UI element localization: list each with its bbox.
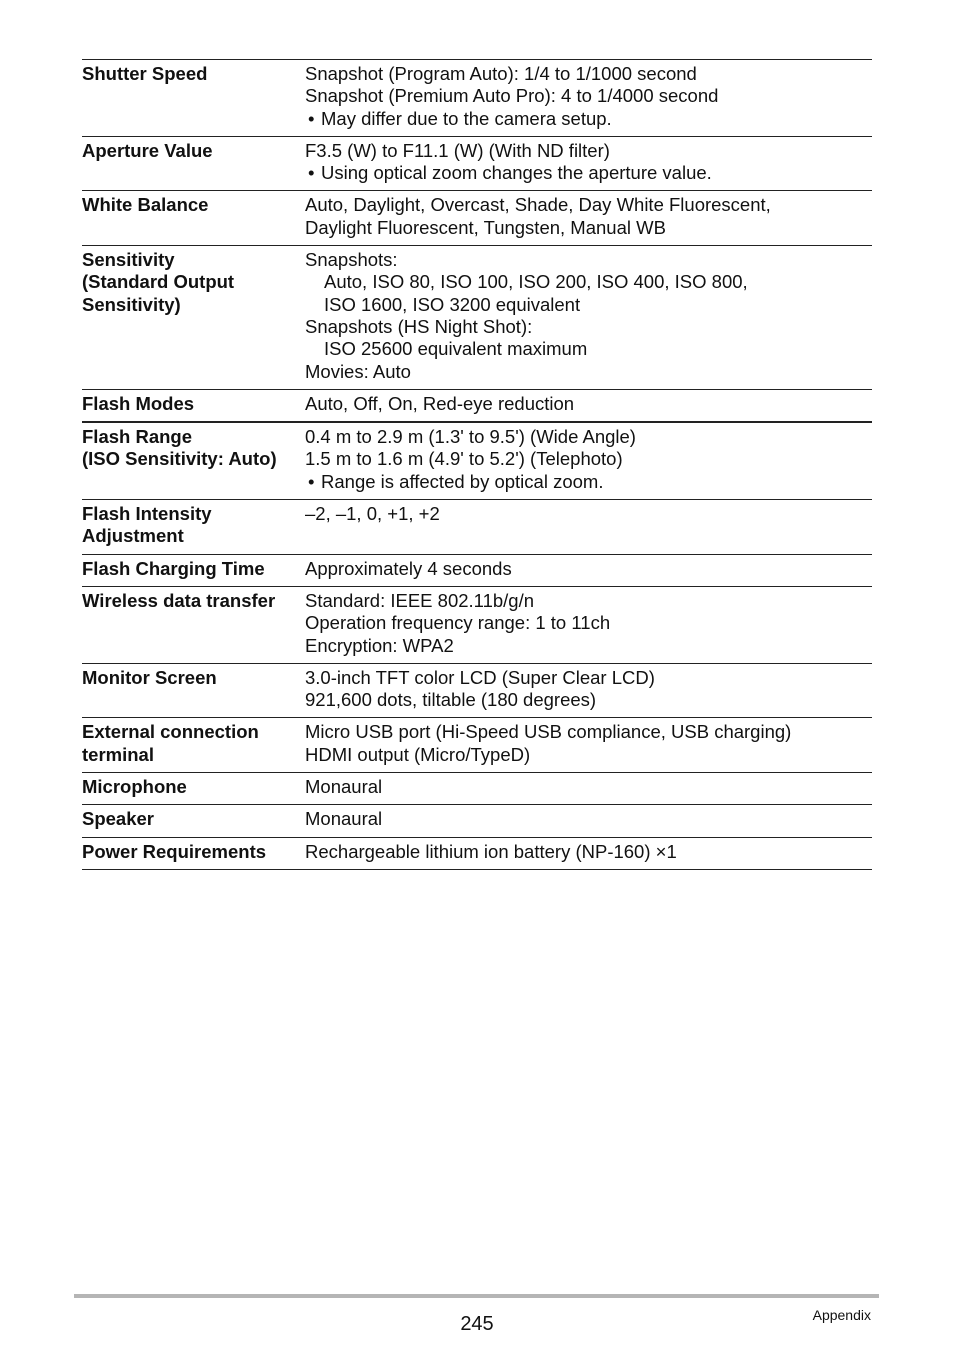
spec-label: Aperture Value [82, 139, 213, 161]
page-number: 245 [460, 1313, 494, 1335]
spec-value-line: 0.4 m to 2.9 m (1.3' to 9.5') (Wide Angle) [305, 426, 636, 448]
spec-label: Power Requirements [82, 840, 267, 862]
spec-value-line: F3.5 (W) to F11.1 (W) (With ND filter) [305, 139, 610, 161]
spec-row [82, 390, 872, 423]
spec-row [82, 137, 872, 192]
spec-value-line: Monaural [305, 776, 383, 798]
spec-values [305, 426, 872, 493]
spec-label: Shutter Speed [82, 63, 208, 84]
spec-values [305, 776, 872, 798]
spec-value-line: 3.0-inch TFT color LCD (Super Clear LCD) [305, 666, 655, 688]
spec-row [82, 246, 872, 390]
spec-values [305, 503, 872, 548]
spec-values [305, 249, 872, 383]
spec-value-line: HDMI output (Micro/TypeD) [305, 743, 531, 765]
spec-value-line: 1.5 m to 1.6 m (4.9' to 5.2') (Telephoto) [305, 448, 623, 470]
spec-value-line: Operation frequency range: 1 to 11ch [305, 612, 611, 634]
spec-row [82, 555, 872, 587]
spec-row [82, 664, 872, 719]
spec-label: Monitor Screen [82, 666, 217, 688]
spec-values [305, 721, 872, 766]
spec-label: Flash Range (ISO Sensitivity: Auto) [82, 426, 277, 470]
spec-value-line: Encryption: WPA2 [305, 634, 454, 656]
spec-label: Flash Intensity Adjustment [82, 503, 212, 547]
spec-values [305, 808, 872, 830]
spec-label: Microphone [82, 776, 187, 798]
spec-value-line: Auto, Off, On, Red-eye reduction [305, 392, 575, 414]
spec-row [82, 805, 872, 837]
spec-row [82, 718, 872, 773]
spec-label: Wireless data transfer [82, 589, 276, 611]
spec-row [82, 423, 872, 500]
spec-row [82, 838, 872, 870]
section-name: Appendix [812, 1307, 871, 1323]
spec-note: • May differ due to the camera setup. [305, 108, 872, 130]
spec-value-line: Monaural [305, 808, 383, 830]
spec-label: Sensitivity (Standard Output Sensitivity) [82, 249, 235, 315]
spec-value-line: ISO 1600, ISO 3200 equivalent [324, 293, 581, 315]
spec-values [305, 667, 872, 712]
spec-row [82, 500, 872, 555]
spec-value-line: Snapshots: [305, 249, 398, 271]
spec-row [82, 587, 872, 664]
spec-values [305, 63, 872, 130]
spec-value-line: Approximately 4 seconds [305, 557, 512, 579]
spec-row [82, 773, 872, 805]
spec-label: Flash Modes [82, 392, 195, 414]
spec-values [305, 590, 872, 657]
spec-row [82, 191, 872, 246]
spec-label: Speaker [82, 808, 154, 830]
spec-values [305, 558, 872, 580]
spec-value-line: ISO 25600 equivalent maximum [324, 338, 588, 360]
spec-values [305, 841, 872, 863]
spec-table [82, 59, 872, 870]
spec-value-line: Snapshot (Premium Auto Pro): 4 to 1/4000 second [305, 85, 719, 107]
spec-value-line: 921,600 dots, tiltable (180 degrees) [305, 689, 597, 711]
spec-value-line: Auto, Daylight, Overcast, Shade, Day White Fluorescent, [305, 194, 771, 216]
spec-value-line: Snapshots (HS Night Shot): [305, 315, 533, 337]
spec-value-line: Standard: IEEE 802.11b/g/n [305, 589, 535, 611]
spec-values [305, 194, 872, 239]
spec-label: Flash Charging Time [82, 557, 265, 579]
spec-values [305, 393, 872, 415]
spec-value-line: Snapshot (Program Auto): 1/4 to 1/1000 second [305, 63, 697, 84]
spec-note: • Using optical zoom changes the aperture value. [305, 162, 872, 184]
spec-value-line: Micro USB port (Hi-Speed USB compliance, USB charging) [305, 721, 792, 743]
spec-value-line: Movies: Auto [305, 360, 411, 382]
spec-values [305, 140, 872, 185]
spec-value-line: –2, –1, 0, +1, +2 [305, 503, 440, 525]
footer-divider [74, 1294, 879, 1298]
spec-value-line: Rechargeable lithium ion battery (NP-160) ×1 [305, 840, 677, 862]
spec-note: • Range is affected by optical zoom. [305, 471, 872, 493]
spec-value-line: Auto, ISO 80, ISO 100, ISO 200, ISO 400, ISO 800, [324, 271, 748, 293]
spec-label: External connection terminal [82, 721, 259, 765]
spec-value-line: Daylight Fluorescent, Tungsten, Manual WB [305, 216, 666, 238]
spec-row [82, 60, 872, 137]
spec-label: White Balance [82, 194, 209, 216]
